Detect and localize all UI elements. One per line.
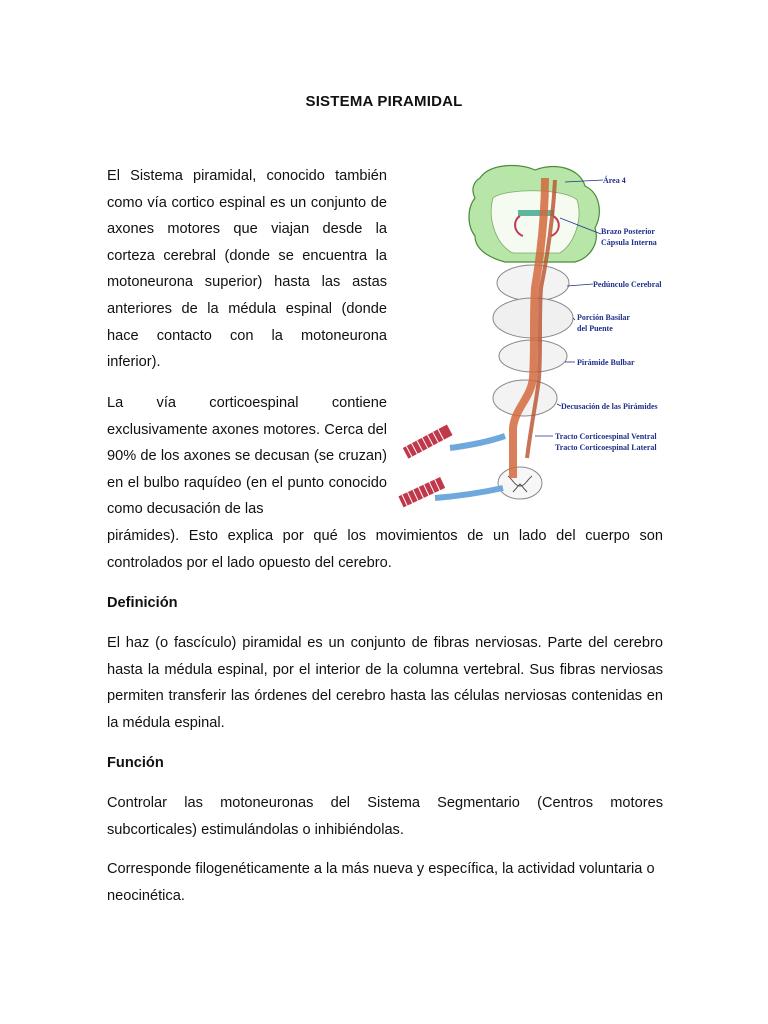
- definition-paragraph: El haz (o fascículo) piramidal es un conjunto de fibras nerviosas. Parte del cerebro hasta la médula espinal, por el interior de la columna vertebral. Sus fibras nerviosas permiten transferir las órdenes del cerebro hasta las células nerviosas contenidas en la médula espinal.: [107, 635, 663, 731]
- pyramidal-tract-figure: [395, 158, 705, 518]
- label-area4: Área 4: [603, 176, 626, 185]
- intro-paragraph: El Sistema piramidal, conocido también como vía cortico espinal es un conjunto de axones motores que viajan desde la corteza cerebral (donde se encuentra la motoneurona superior) hasta las astas anteriores de la médula espinal (donde hace contacto con la motoneurona inferior).: [107, 168, 387, 371]
- label-tracto-lateral: Tracto Corticoespinal Lateral: [555, 443, 657, 452]
- page-title: SISTEMA PIRAMIDAL: [305, 93, 463, 110]
- ventral-nerve: [450, 436, 505, 448]
- muscle-upper: [403, 425, 453, 459]
- function-paragraph-2: Corresponde filogenéticamente a la más nueva y específica, la actividad voluntaria o neocinética.: [107, 861, 655, 904]
- internal-capsule: [518, 210, 554, 216]
- function-paragraph-1: Controlar las motoneuronas del Sistema Segmentario (Centros motores subcorticales) estimulándolas o inhibiéndolas.: [107, 795, 663, 838]
- spinal-cord-section: [498, 467, 542, 499]
- label-decusacion: Decusación de las Pirámides: [561, 402, 658, 411]
- lateral-nerve: [435, 488, 503, 498]
- label-porcion-basilar: Porción Basilar: [577, 313, 630, 322]
- label-tracto-ventral: Tracto Corticoespinal Ventral: [555, 432, 657, 441]
- label-capsula-interna: Cápsula Interna: [601, 238, 657, 247]
- label-pedunculo: Pedúnculo Cerebral: [593, 280, 662, 289]
- definition-heading: Definición: [107, 595, 178, 611]
- brain-white-matter: [491, 191, 579, 253]
- label-del-puente: del Puente: [577, 324, 613, 333]
- second-paragraph-part2: pirámides). Esto explica por qué los movimientos de un lado del cuerpo son controlados por el lado opuesto del cerebro.: [107, 528, 663, 571]
- muscle-lower: [398, 477, 445, 507]
- label-brazo-posterior: Brazo Posterior: [601, 227, 655, 236]
- second-paragraph-part1: La vía corticoespinal contiene exclusivamente axones motores. Cerca del 90% de los axones se decusan (se cruzan) en el bulbo raquídeo (en el punto conocido como decusación de las: [107, 395, 387, 518]
- label-piramide-bulbar: Pirámide Bulbar: [577, 358, 635, 367]
- function-heading: Función: [107, 755, 164, 771]
